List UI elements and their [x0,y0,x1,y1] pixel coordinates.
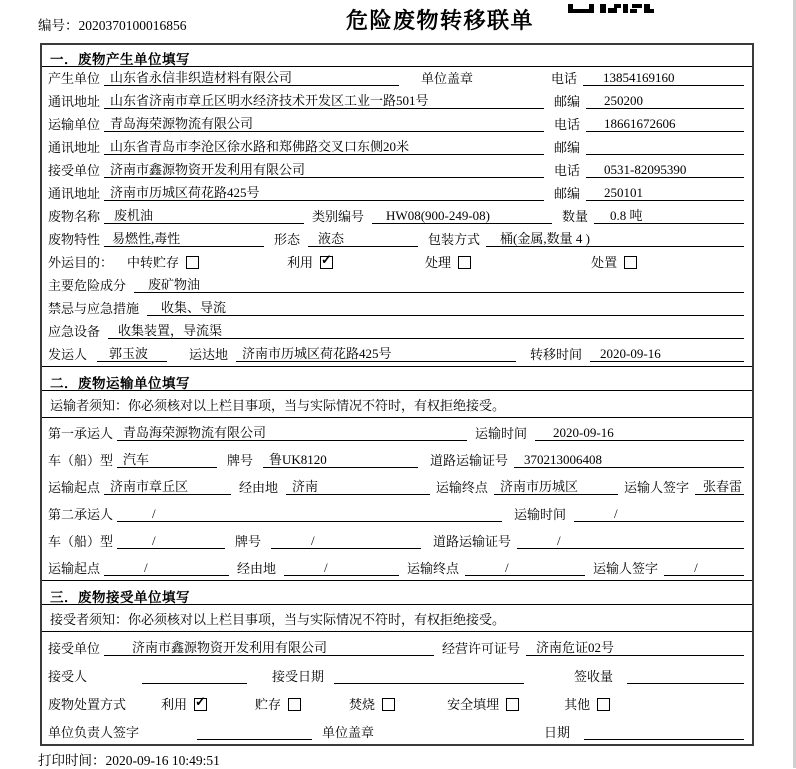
zip1-label: 邮编 [554,93,581,109]
receiver-address-row [42,182,752,205]
checkbox-label: 处置 [591,254,618,270]
phone3-field: 0531-82095390 [586,163,744,178]
section2-header: 二．废物运输单位填写 [42,366,752,391]
disposal-option-use [161,698,207,712]
acceptor-label: 接受人 [48,668,88,684]
zip3-label: 邮编 [554,185,581,201]
license2-field: / [517,534,744,549]
form-field: 液态 [308,232,418,247]
transporter-label: 运输单位 [48,116,101,132]
sign2-field: / [664,561,744,576]
characteristics-field: 易燃性,毒性 [104,232,264,247]
time2-field: / [574,507,744,522]
unchecked-checkbox-icon [288,698,301,711]
waste-name-field: 废机油 [104,209,304,224]
vehicle2-label: 车（船）型 [48,533,114,549]
license2-label: 道路运输证号 [433,533,512,549]
checkbox-label: 贮存 [255,696,282,712]
route2-row [42,553,752,580]
plate2-field: / [271,534,421,549]
checkbox-label: 利用 [161,696,188,712]
receiver-label: 接受单位 [48,162,101,178]
packaging-label: 包装方式 [428,231,481,247]
responsible-sign-label: 单位负责人签字 [48,724,140,740]
packaging-field: 桶(金属,数量 4 ) [486,232,744,247]
zip3-field: 250101 [586,186,744,201]
precautions-row [42,297,752,320]
checkbox-label: 其他 [564,696,591,712]
unchecked-checkbox-icon [506,698,519,711]
zip2-field [586,141,744,155]
date-field [584,726,744,740]
via2-field: / [284,561,399,576]
hazard-row [42,274,752,297]
unit-seal-label: 单位盖章 [322,724,375,740]
vehicle1-row [42,445,752,472]
sign2-label: 运输人签字 [593,560,659,576]
serial-value: 2020370100016856 [78,18,187,33]
sign1-label: 运输人签字 [623,479,689,495]
accept-date-label: 接受日期 [272,668,325,684]
address1-field: 山东省济南市章丘区明水经济技术开发区工业一路501号 [104,94,544,109]
hazard-label: 主要危险成分 [48,277,127,293]
carrier1-row [42,418,752,445]
route1-row [42,472,752,499]
producer-row [42,67,752,90]
end2-label: 运输终点 [407,560,460,576]
receiver-field: 济南市鑫源物资开发利用有限公司 [104,163,544,178]
precautions-label: 禁忌与应急措施 [48,300,140,316]
accept-unit-label: 接受单位 [48,640,101,656]
plate1-field: 鲁UK8120 [263,453,418,468]
equipment-label: 应急设备 [48,323,101,339]
disposal-option-store [255,698,301,712]
quantity-field: 0.8 吨 [594,209,744,224]
transporter-row [42,113,752,136]
disposal-row [42,688,752,716]
transporter-address-row [42,136,752,159]
checkbox-label: 处理 [425,254,452,270]
disposal-option-landfill [447,698,519,712]
carrier1-label: 第一承运人 [48,425,114,441]
responsible-sign-field [197,726,312,740]
vehicle1-field: 汽车 [117,453,217,468]
carrier2-label: 第二承运人 [48,506,114,522]
unchecked-checkbox-icon [186,256,199,269]
accept-unit-field: 济南市鑫源物资开发利用有限公司 [104,641,434,656]
plate2-label: 牌号 [235,533,262,549]
quantity-label: 数量 [562,208,589,224]
vehicle2-field: / [117,534,225,549]
phone2-field: 18661672606 [586,117,744,132]
disposal-label: 废物处置方式 [48,696,127,712]
serial-label: 编号： [38,18,79,33]
checked-checkbox-icon [194,698,207,711]
disposal-option-other [564,698,610,712]
section3-header: 三．废物接受单位填写 [42,580,752,605]
license1-label: 道路运输证号 [430,452,509,468]
waste-name-label: 废物名称 [48,208,101,224]
transfer-date-label: 转移时间 [530,346,583,362]
seal-label: 单位盖章 [421,70,474,86]
transfer-date-field: 2020-09-16 [590,347,744,362]
category-field: HW08(900-249-08) [372,209,552,224]
unchecked-checkbox-icon [624,256,637,269]
acceptor-field [142,670,247,684]
license1-field: 370213006408 [514,453,744,468]
checkbox-label: 中转贮存 [127,254,180,270]
permit-label: 经营许可证号 [442,640,521,656]
consignor-row [42,343,752,366]
time1-field: 2020-09-16 [535,426,744,441]
carrier2-row [42,499,752,526]
via2-label: 经由地 [237,560,277,576]
time2-label: 运输时间 [514,506,567,522]
receiver-row [42,159,752,182]
checked-checkbox-icon [320,256,333,269]
section2-notice: 运输者须知：你必须核对以上栏目事项，当与实际情况不符时，有权拒绝接受。 [42,391,752,418]
acceptor-row [42,660,752,688]
carrier1-field: 青岛海荣源物流有限公司 [117,426,467,441]
origin1-label: 运输起点 [48,479,101,495]
qr-code-icon [568,0,654,18]
equipment-row [42,320,752,343]
hazard-field: 废矿物油 [134,278,744,293]
equipment-field: 收集装置，导流渠 [108,324,744,339]
received-qty-label: 签收量 [574,668,614,684]
time1-label: 运输时间 [475,425,528,441]
transporter-field: 青岛海荣源物流有限公司 [104,117,544,132]
phone3-label: 电话 [554,162,581,178]
plate1-label: 牌号 [227,452,254,468]
address2-field: 山东省青岛市李沧区徐水路和郑佛路交叉口东侧20米 [104,140,544,155]
via1-label: 经由地 [239,479,279,495]
via1-field: 济南 [286,480,430,495]
unchecked-checkbox-icon [382,698,395,711]
end2-field: / [465,561,585,576]
end1-field: 济南市历城区 [494,480,618,495]
manifest-form [40,43,754,746]
checkbox-label: 利用 [287,254,314,270]
unchecked-checkbox-icon [458,256,471,269]
address1-label: 通讯地址 [48,93,101,109]
origin1-field: 济南市章丘区 [104,480,231,495]
form-label: 形态 [274,231,301,247]
phone1-label: 电话 [551,70,578,86]
permit-field: 济南危证02号 [526,641,744,656]
producer-address-row [42,90,752,113]
purpose-option-use [287,256,333,270]
purpose-label: 外运目的： [48,254,114,270]
waste-characteristics-row [42,228,752,251]
consignor-field: 郭玉波 [97,347,167,362]
carrier2-field: / [117,507,502,522]
phone1-field: 13854169160 [583,71,744,86]
destination-label: 运达地 [189,346,229,362]
producer-field: 山东省永信非织造材料有限公司 [104,71,399,86]
responsible-sign-row [42,716,752,744]
destination-field: 济南市历城区荷花路425号 [236,347,516,362]
section1-header: 一．废物产生单位填写 [42,45,752,67]
zip1-field: 250200 [586,94,744,109]
unchecked-checkbox-icon [597,698,610,711]
checkbox-label: 安全填埋 [447,696,500,712]
section3-notice: 接受者须知：你必须核对以上栏目事项，当与实际情况不符时，有权拒绝接受。 [42,605,752,632]
checkbox-label: 焚烧 [349,696,376,712]
sign1-field: 张春雷 [695,480,744,495]
address3-label: 通讯地址 [48,185,101,201]
vehicle1-label: 车（船）型 [48,452,114,468]
producer-label: 产生单位 [48,70,101,86]
document-header [0,0,796,43]
accept-unit-row [42,632,752,660]
consignor-label: 发运人 [48,346,88,362]
vehicle2-row [42,526,752,553]
origin2-label: 运输起点 [48,560,101,576]
purpose-option-treat [425,256,471,270]
serial-number [38,14,187,34]
received-qty-field [627,670,744,684]
address2-label: 通讯地址 [48,139,101,155]
accept-date-field [334,670,524,684]
date-label: 日期 [544,724,571,740]
purpose-option-transfer [127,256,199,270]
print-time-label: 打印时间： [38,753,106,768]
print-time-value: 2020-09-16 10:49:51 [105,753,220,768]
phone2-label: 电话 [554,116,581,132]
purpose-row [42,251,752,274]
print-time [38,749,220,769]
category-label: 类别编号 [312,208,365,224]
end1-label: 运输终点 [435,479,488,495]
address3-field: 济南市历城区荷花路425号 [104,186,544,201]
disposal-option-incinerate [349,698,395,712]
characteristics-label: 废物特性 [48,231,101,247]
purpose-option-dispose [591,256,637,270]
page-title: 危险废物转移联单 [345,8,535,33]
zip2-label: 邮编 [554,139,581,155]
precautions-field: 收集、导流 [147,301,744,316]
origin2-field: / [104,561,229,576]
waste-name-row [42,205,752,228]
